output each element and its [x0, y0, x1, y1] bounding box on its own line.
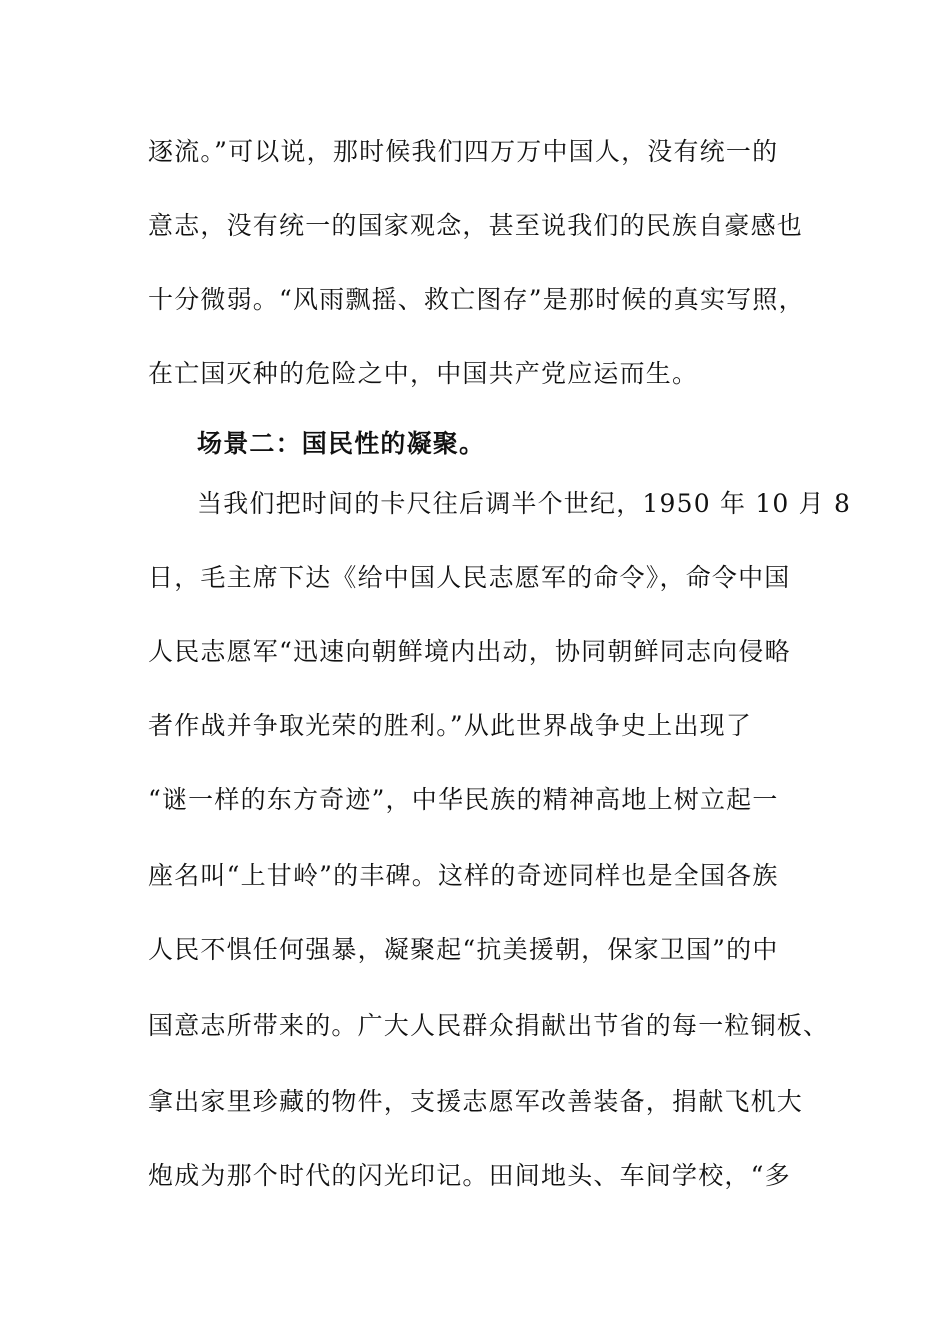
paragraph-2-line-2: 日，毛主席下达《给中国人民志愿军的命令》，命令中国: [148, 563, 791, 592]
paragraph-2-line-6: 座名叫“上甘岭”的丰碑。这样的奇迹同样也是全国各族: [148, 861, 779, 890]
paragraph-2-line-1: 当我们把时间的卡尺往后调半个世纪，1950 年 10 月 8: [197, 489, 852, 518]
paragraph-2-line-3: 人民志愿军“迅速向朝鲜境内出动，协同朝鲜同志向侵略: [148, 637, 791, 666]
paragraph-1-line-1: 逐流。”可以说，那时候我们四万万中国人，没有统一的: [148, 137, 779, 166]
paragraph-2-line-10: 炮成为那个时代的闪光印记。田间地头、车间学校，“多: [148, 1161, 791, 1190]
section-heading: 场景二：国民性的凝聚。: [197, 429, 486, 458]
paragraph-1-line-2: 意志，没有统一的国家观念，甚至说我们的民族自豪感也: [148, 211, 804, 240]
paragraph-1-line-4: 在亡国灭种的危险之中，中国共产党应运而生。: [148, 359, 699, 388]
paragraph-2-line-4: 者作战并争取光荣的胜利。”从此世界战争史上出现了: [148, 711, 753, 740]
paragraph-2-line-9: 拿出家里珍藏的物件，支援志愿军改善装备，捐献飞机大: [148, 1087, 804, 1116]
paragraph-2-line-8: 国意志所带来的。广大人民群众捐献出节省的每一粒铜板、: [148, 1011, 830, 1040]
paragraph-1-line-3: 十分微弱。“风雨飘摇、救亡图存”是那时候的真实写照，: [148, 285, 805, 314]
paragraph-2-line-7: 人民不惧任何强暴，凝聚起“抗美援朝，保家卫国”的中: [148, 935, 779, 964]
paragraph-2-line-5: “谜一样的东方奇迹”，中华民族的精神高地上树立起一: [148, 785, 779, 814]
